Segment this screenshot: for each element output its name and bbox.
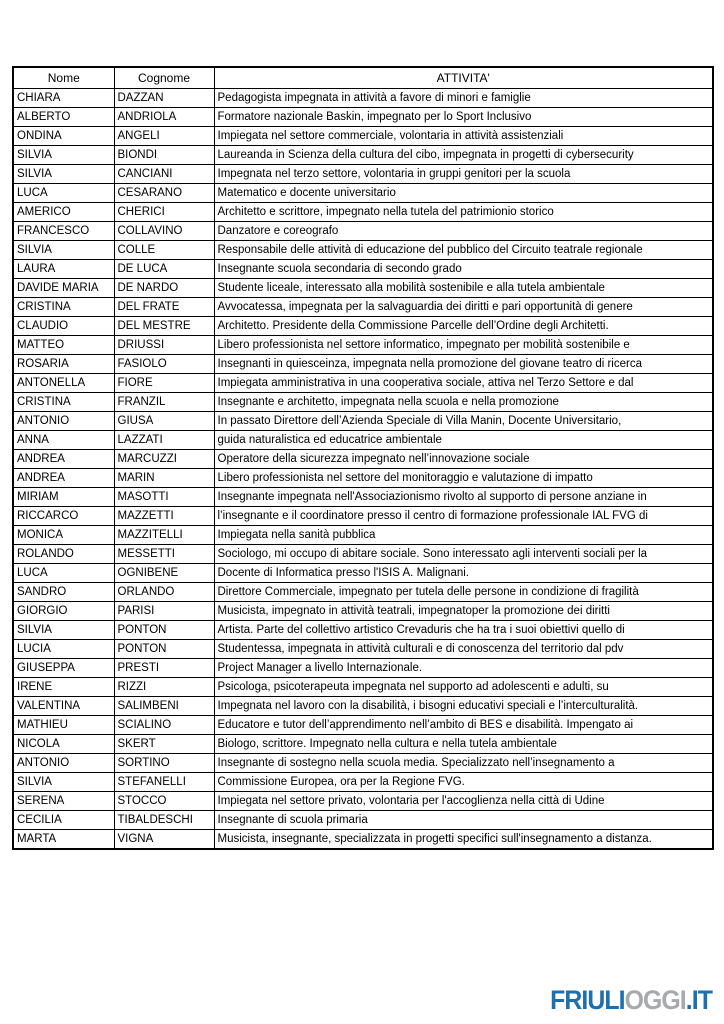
nome-cell: DAVIDE MARIA [13,279,114,298]
attivita-cell: guida naturalistica ed educatrice ambientale [214,431,713,450]
cognome-cell: DRIUSSI [114,336,214,355]
cognome-cell: MESSETTI [114,545,214,564]
nome-cell: AMERICO [13,203,114,222]
table-row [13,697,713,716]
nome-cell: LUCIA [13,640,114,659]
table-row [13,716,713,735]
table-row [13,298,713,317]
cognome-cell: RIZZI [114,678,214,697]
attivita-cell: Avvocatessa, impegnata per la salvaguardia dei diritti e pari opportunità di genere [214,298,713,317]
table-row [13,811,713,830]
nome-cell: FRANCESCO [13,222,114,241]
cognome-cell: DAZZAN [114,89,214,108]
nome-cell: SERENA [13,792,114,811]
nome-cell: SILVIA [13,241,114,260]
table-row [13,412,713,431]
table-row [13,602,713,621]
cognome-cell: MAZZITELLI [114,526,214,545]
table-row [13,222,713,241]
cognome-cell: TIBALDESCHI [114,811,214,830]
table-row [13,431,713,450]
table-body [13,89,713,850]
table-row [13,735,713,754]
table-row [13,165,713,184]
nome-cell: LUCA [13,564,114,583]
cognome-cell: DEL FRATE [114,298,214,317]
attivita-cell: Impiegata nel settore commerciale, volontaria in attività assistenziali [214,127,713,146]
nome-cell: ALBERTO [13,108,114,127]
attivita-cell: Educatore e tutor dell’apprendimento nell’ambito di BES e disabilità. Impengato ai [214,716,713,735]
cognome-cell: PONTON [114,640,214,659]
friulioggi-logo [550,985,712,1016]
header-attivita: ATTIVITA' [214,67,713,89]
attivita-cell: Architetto e scrittore, impegnato nella tutela del patrimionio storico [214,203,713,222]
cognome-cell: VIGNA [114,830,214,850]
logo-text-it: .IT [685,985,712,1015]
attivita-cell: Libero professionista nel settore del monitoraggio e valutazione di impatto [214,469,713,488]
attivita-cell: Insegnante di sostegno nella scuola media. Specializzato nell’insegnamento a [214,754,713,773]
nome-cell: SILVIA [13,773,114,792]
attivita-cell: Operatore della sicurezza impegnato nell’innovazione sociale [214,450,713,469]
nome-cell: GIORGIO [13,602,114,621]
nome-cell: NICOLA [13,735,114,754]
cognome-cell: DE NARDO [114,279,214,298]
table-row [13,830,713,850]
nome-cell: ANNA [13,431,114,450]
attivita-cell: Architetto. Presidente della Commissione Parcelle dell’Ordine degli Architetti. [214,317,713,336]
table-row [13,127,713,146]
attivita-cell: Sociologo, mi occupo di abitare sociale. Sono interessato agli interventi sociali per la [214,545,713,564]
attivita-cell: Biologo, scrittore. Impegnato nella cultura e nella tutela ambientale [214,735,713,754]
table-row [13,545,713,564]
attivita-cell: Project Manager a livello Internazionale. [214,659,713,678]
nome-cell: CECILIA [13,811,114,830]
attivita-cell: Docente di Informatica presso l'ISIS A. Malignani. [214,564,713,583]
attivita-cell: In passato Direttore dell’Azienda Speciale di Villa Manin, Docente Universitario, [214,412,713,431]
table-row [13,792,713,811]
nome-cell: ROLANDO [13,545,114,564]
table-header-row [13,67,713,89]
nome-cell: MATHIEU [13,716,114,735]
participants-table [12,66,714,850]
table-row [13,317,713,336]
cognome-cell: SALIMBENI [114,697,214,716]
logo-text-friuli: FRIULI [550,985,625,1015]
table-row [13,355,713,374]
attivita-cell: Impiegata amministrativa in una cooperativa sociale, attiva nel Terzo Settore e dal [214,374,713,393]
attivita-cell: Responsabile delle attività di educazione del pubblico del Circuito teatrale regionale [214,241,713,260]
attivita-cell: Commissione Europea, ora per la Regione FVG. [214,773,713,792]
nome-cell: LAURA [13,260,114,279]
cognome-cell: DE LUCA [114,260,214,279]
cognome-cell: SORTINO [114,754,214,773]
cognome-cell: STEFANELLI [114,773,214,792]
cognome-cell: CHERICI [114,203,214,222]
cognome-cell: CESARANO [114,184,214,203]
table-row [13,279,713,298]
nome-cell: SILVIA [13,165,114,184]
table-row [13,507,713,526]
attivita-cell: Impegnata nel lavoro con la disabilità, i bisogni educativi speciali e l’interculturalità. [214,697,713,716]
cognome-cell: COLLAVINO [114,222,214,241]
nome-cell: SILVIA [13,621,114,640]
attivita-cell: Matematico e docente universitario [214,184,713,203]
table-row [13,564,713,583]
nome-cell: ANTONIO [13,754,114,773]
cognome-cell: FIORE [114,374,214,393]
cognome-cell: OGNIBENE [114,564,214,583]
cognome-cell: ORLANDO [114,583,214,602]
attivita-cell: Insegnante e architetto, impegnata nella scuola e nella promozione [214,393,713,412]
table-row [13,241,713,260]
attivita-cell: Insegnante impegnata nell'Associazionismo rivolto al supporto di persone anziane in [214,488,713,507]
nome-cell: CRISTINA [13,298,114,317]
table-row [13,583,713,602]
nome-cell: SANDRO [13,583,114,602]
nome-cell: ANDREA [13,469,114,488]
cognome-cell: GIUSA [114,412,214,431]
table-row [13,488,713,507]
nome-cell: ANTONELLA [13,374,114,393]
cognome-cell: CANCIANI [114,165,214,184]
table-row [13,184,713,203]
table-row [13,659,713,678]
attivita-cell: Danzatore e coreografo [214,222,713,241]
cognome-cell: STOCCO [114,792,214,811]
table-row [13,773,713,792]
table-row [13,450,713,469]
attivita-cell: Libero professionista nel settore informatico, impegnato per mobilità sostenibile e [214,336,713,355]
cognome-cell: PRESTI [114,659,214,678]
cognome-cell: PONTON [114,621,214,640]
cognome-cell: ANGELI [114,127,214,146]
nome-cell: LUCA [13,184,114,203]
table-row [13,754,713,773]
cognome-cell: MARIN [114,469,214,488]
attivita-cell: l’insegnante e il coordinatore presso il centro di formazione professionale IAL FVG di [214,507,713,526]
attivita-cell: Musicista, insegnante, specializzata in progetti specifici sull'insegnamento a distanza. [214,830,713,850]
table-row [13,621,713,640]
attivita-cell: Pedagogista impegnata in attività a favore di minori e famiglie [214,89,713,108]
attivita-cell: Musicista, impegnato in attività teatrali, impegnatoper la promozione dei diritti [214,602,713,621]
attivita-cell: Insegnanti in quiesceinza, impegnata nella promozione del giovane teatro di ricerca [214,355,713,374]
nome-cell: SILVIA [13,146,114,165]
table-row [13,108,713,127]
nome-cell: MATTEO [13,336,114,355]
attivita-cell: Laureanda in Scienza della cultura del cibo, impegnata in progetti di cybersecurity [214,146,713,165]
attivita-cell: Insegnante di scuola primaria [214,811,713,830]
table-row [13,640,713,659]
attivita-cell: Artista. Parte del collettivo artistico Crevaduris che ha tra i suoi obiettivi quello di [214,621,713,640]
nome-cell: RICCARCO [13,507,114,526]
nome-cell: MONICA [13,526,114,545]
table-row [13,526,713,545]
cognome-cell: MARCUZZI [114,450,214,469]
nome-cell: ANTONIO [13,412,114,431]
attivita-cell: Impiegata nel settore privato, volontaria per l'accoglienza nella città di Udine [214,792,713,811]
table-row [13,678,713,697]
header-nome: Nome [13,67,114,89]
table-row [13,393,713,412]
cognome-cell: ANDRIOLA [114,108,214,127]
cognome-cell: LAZZATI [114,431,214,450]
attivita-cell: Studente liceale, interessato alla mobilità sostenibile e alla tutela ambientale [214,279,713,298]
attivita-cell: Impegnata nel terzo settore, volontaria in gruppi genitori per la scuola [214,165,713,184]
nome-cell: ONDINA [13,127,114,146]
nome-cell: ROSARIA [13,355,114,374]
cognome-cell: COLLE [114,241,214,260]
logo-text-oggi: OGGI [624,985,686,1015]
table-row [13,260,713,279]
table-row [13,203,713,222]
cognome-cell: MAZZETTI [114,507,214,526]
header-cognome: Cognome [114,67,214,89]
cognome-cell: BIONDI [114,146,214,165]
cognome-cell: PARISI [114,602,214,621]
cognome-cell: MASOTTI [114,488,214,507]
attivita-cell: Direttore Commerciale, impegnato per tutela delle persone in condizione di fragilità [214,583,713,602]
cognome-cell: SKERT [114,735,214,754]
cognome-cell: SCIALINO [114,716,214,735]
table-row [13,146,713,165]
nome-cell: MARTA [13,830,114,850]
cognome-cell: FASIOLO [114,355,214,374]
nome-cell: VALENTINA [13,697,114,716]
table-row [13,374,713,393]
attivita-cell: Formatore nazionale Baskin, impegnato per lo Sport Inclusivo [214,108,713,127]
nome-cell: GIUSEPPA [13,659,114,678]
attivita-cell: Psicologa, psicoterapeuta impegnata nel supporto ad adolescenti e adulti, su [214,678,713,697]
nome-cell: CRISTINA [13,393,114,412]
attivita-cell: Impiegata nella sanità pubblica [214,526,713,545]
nome-cell: ANDREA [13,450,114,469]
attivita-cell: Studentessa, impegnata in attività culturali e di conoscenza del territorio dal pdv [214,640,713,659]
nome-cell: CLAUDIO [13,317,114,336]
table-row [13,336,713,355]
nome-cell: CHIARA [13,89,114,108]
table-row [13,89,713,108]
attivita-cell: Insegnante scuola secondaria di secondo grado [214,260,713,279]
cognome-cell: FRANZIL [114,393,214,412]
nome-cell: IRENE [13,678,114,697]
table-row [13,469,713,488]
nome-cell: MIRIAM [13,488,114,507]
cognome-cell: DEL MESTRE [114,317,214,336]
